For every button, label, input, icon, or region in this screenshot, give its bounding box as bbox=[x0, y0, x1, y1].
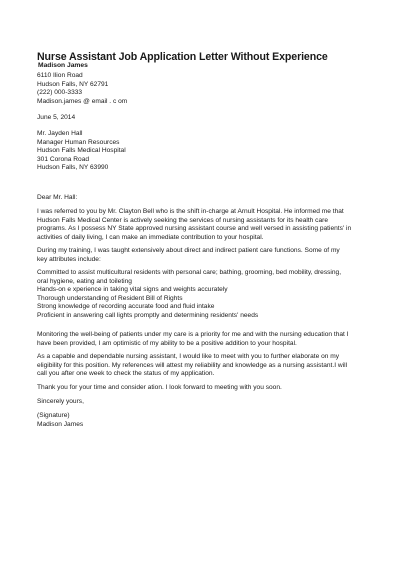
paragraph-referral bbox=[37, 208, 372, 242]
sender-name: Madison James bbox=[38, 62, 88, 69]
paragraph-line: have been provided, I am optimistic of my ability to be a positive addition to your hospital. bbox=[37, 339, 297, 347]
list-item: Proficient in answering call lights promptly and determining residents' needs bbox=[37, 311, 259, 319]
signature-name: Madison James bbox=[37, 420, 84, 428]
list-item: Thorough understanding of Resident Bill of Rights bbox=[37, 294, 183, 302]
paragraph-line: As a capable and dependable nursing assistant, I would like to meet with you to further elaborate on my bbox=[37, 353, 340, 360]
recipient-address bbox=[37, 130, 126, 173]
list-item: Committed to assist multicultural residents with personal care; bathing, grooming, bed mobility, dressing, bbox=[37, 269, 342, 276]
signature-block bbox=[37, 412, 83, 429]
signature-placeholder: (Signature) bbox=[37, 412, 70, 419]
document-title: Nurse Assistant Job Application Letter Without Experience bbox=[37, 51, 328, 63]
paragraph-line: Thank you for your time and consider ation. I look forward to meeting with you soon. bbox=[37, 384, 282, 391]
paragraph-thanks bbox=[37, 384, 372, 393]
recipient-city: Hudson Falls, NY 63990 bbox=[37, 164, 109, 172]
paragraph-line: During my training, I was taught extensively about direct and indirect patient care functions. Some of my bbox=[37, 247, 340, 254]
paragraph-line: programs. As I possess NY State approved nursing assistant course and well versed in assisting patients' in bbox=[37, 225, 352, 233]
paragraph-line: activities of daily living, I can make an immediate contribution to your hospital. bbox=[37, 233, 264, 241]
attributes-list bbox=[37, 269, 372, 321]
sender-address-line: Hudson Falls, NY 62791 bbox=[37, 80, 109, 88]
paragraph-meeting bbox=[37, 353, 372, 379]
list-item: Hands-on e xperience in taking vital signs and weights accurately bbox=[37, 286, 228, 294]
recipient-street: 301 Corona Road bbox=[37, 155, 90, 163]
sender-address-line: 6110 Ilion Road bbox=[37, 72, 83, 79]
paragraph-line: key attributes include: bbox=[37, 255, 101, 263]
list-item: Strong knowledge of recording accurate food and fluid intake bbox=[37, 303, 215, 311]
sender-phone: (222) 000-3333 bbox=[37, 89, 83, 97]
sender-address bbox=[37, 72, 127, 106]
paragraph-monitoring bbox=[37, 331, 372, 348]
sender-email: Madison.james @ email . c om bbox=[37, 97, 128, 105]
closing: Sincerely yours, bbox=[37, 398, 84, 405]
recipient-title: Manager Human Resources bbox=[37, 138, 120, 146]
paragraph-line: eligibility for this position. My references will attest my reliability and knowledge as a nursing assistant.I will bbox=[37, 361, 348, 369]
letter-date: June 5, 2014 bbox=[37, 114, 76, 121]
paragraph-line: Monitoring the well-being of patients under my care is a priority for me and with the nursing education that I bbox=[37, 331, 349, 338]
paragraph-line: Hudson Falls Medical Center is actively seeking the services of nursing assistants for its health care bbox=[37, 216, 328, 224]
recipient-name: Mr. Jayden Hall bbox=[37, 130, 83, 137]
salutation: Dear Mr. Hall: bbox=[37, 194, 78, 201]
paragraph-line: I was referred to you by Mr. Clayton Bell who is the shift in-charge at Arnult Hospital. He informed me that bbox=[37, 208, 344, 215]
paragraph-line: call you after one week to check the status of my application. bbox=[37, 370, 215, 378]
list-item: oral hygiene, eating and toileting bbox=[37, 277, 132, 285]
recipient-organization: Hudson Falls Medical Hospital bbox=[37, 147, 126, 155]
paragraph-training bbox=[37, 247, 372, 264]
